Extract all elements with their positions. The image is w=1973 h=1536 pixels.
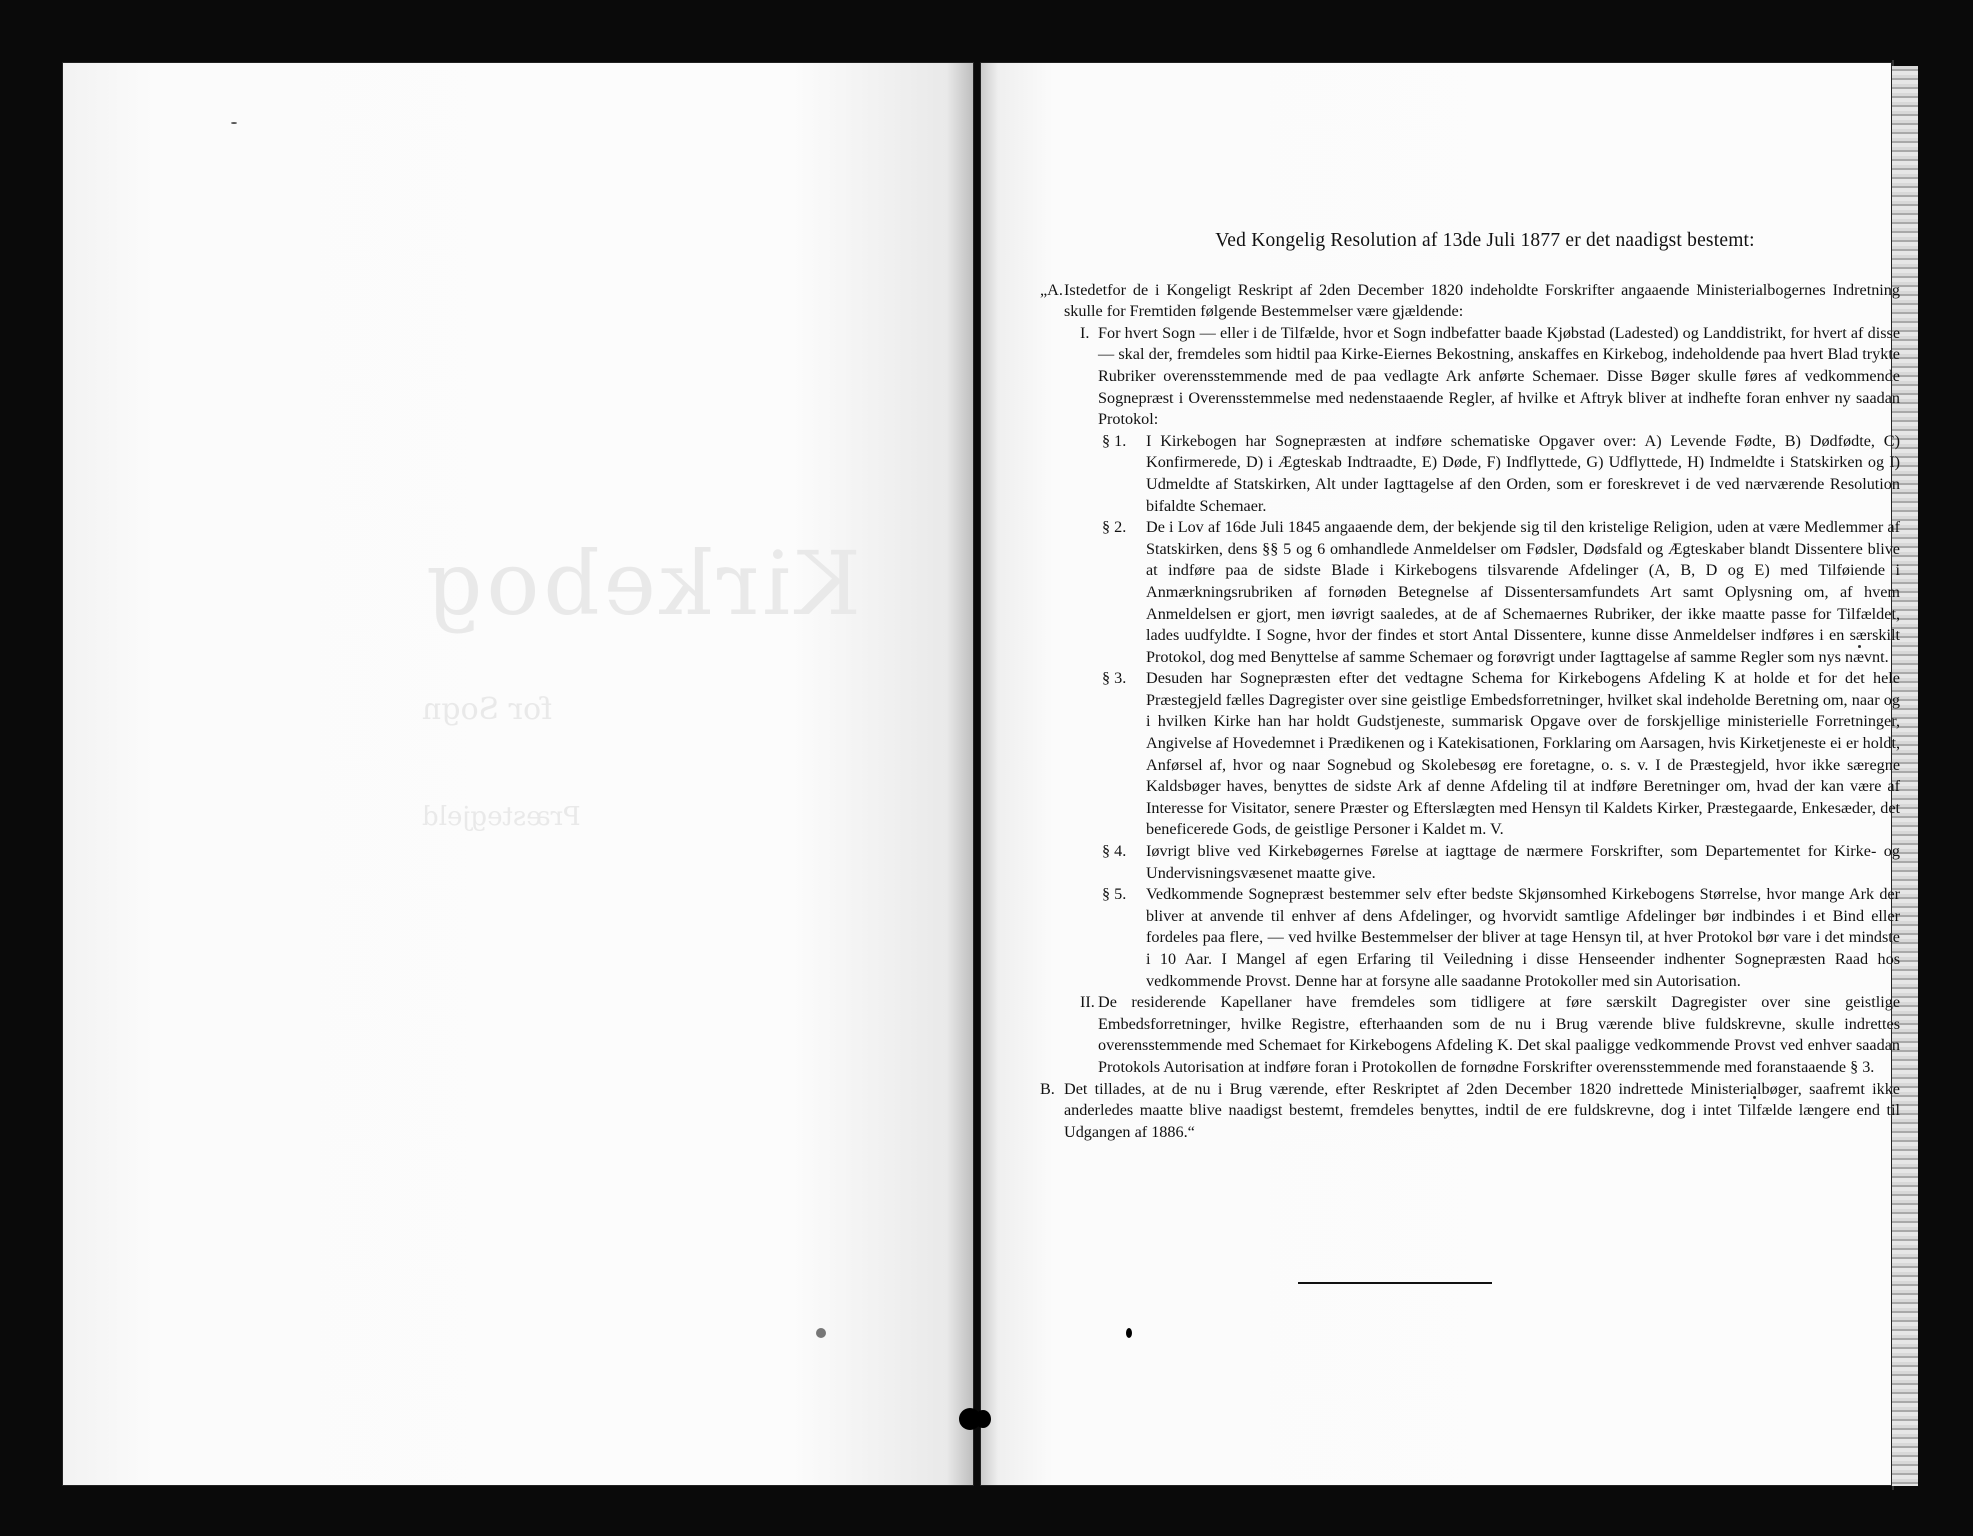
closing-rule [1298, 1282, 1492, 1284]
section-text: De residerende Kapellaner have fremdeles som tidligere at føre særskilt Dagregister over sine geistlige Embedsforretninger, hvilke Registre, efterhaanden som de nu i Brug værende blive fuldskrevne, skulle indrettes overensstemmende med Schemaet for Kirkebogens Afdeling K. Det skal paaligge vedkommende Provst ved enhver saadan Protokols Autorisation at indføre foran i Protokollen de fornødne Forskrifter overensstemmende med foranstaaende § 3. [1098, 993, 1900, 1076]
paragraph-3 [1040, 668, 1900, 841]
left-page-blank [62, 62, 974, 1486]
paragraph-text: Iøvrigt blive ved Kirkebøgernes Førelse at iagttage de nærmere Forskrifter, som Departementet for Kirke- og Undervisningsvæsenet maatte give. [1146, 842, 1900, 882]
paragraph-text: Vedkommende Sognepræst bestemmer selv efter bedste Skjønsomhed Kirkebogens Størrelse, hvor mange Ark der bliver at anvende til enhver af dens Afdelinger, og hvorvidt samtlige Afdelinger bør indbindes i et Bind eller fordeles paa flere, — ved hvilke Bestemmelser der bliver at tage Hensyn til, at hver Protokol bør vare i det mindste i 10 Aar. I Mangel af egen Erfaring til Veiledning i disse Henseender indhenter Sognepræsten Raad hos vedkommende Provst. Denne har at forsyne alle saadanne Protokoller med sin Autorisation. [1146, 885, 1900, 990]
ink-speck [816, 1328, 826, 1338]
paragraph-text: Desuden har Sognepræsten efter det vedtagne Schema for Kirkebogens Afdeling K at holde et for det hele Præstegjeld fælles Dagregister over sine geistlige Embedsforretninger, hvilket skal indeholde Beretning om, naar og i hvilken Kirke han har holdt Gudstjeneste, summarisk Opgave over de forskjellige ministerielle Forretninger, Angivelse af Hovedemnet i Prædikenen og i Katekisationen, Forklaring om Aarsagen, hvis Kirketjeneste ei er holdt, Anførsel af, hvor og naar Sognebud og Skolebesøg ere foretagne, o. s. v. I de Præstegjeld, hvor ikke særegne Kaldsbøger haves, benyttes de sidste Ark af denne Afdeling til at indføre Beretninger om, hvad der kan være af Interesse for Visitator, senere Præster og Efterslægten med Hensyn til Kaldets Kirker, Præstegaarde, Enkesæder, det beneficerede Gods, de geistlige Personer i Kaldet m. V. [1146, 669, 1900, 839]
paragraph-marker: § 2. [1102, 518, 1127, 537]
paragraph-marker: § 5. [1102, 885, 1127, 904]
section-marker: II. [1080, 993, 1095, 1012]
resolution-heading: Ved Kongelig Resolution af 13de Juli 1877 er det naadigst bestemt: [1215, 230, 1755, 251]
paragraph-marker: § 1. [1102, 431, 1127, 450]
ink-speck [975, 1410, 991, 1428]
paragraph-4 [1040, 841, 1900, 884]
section-marker: „A. [1040, 280, 1063, 299]
paragraph-marker: § 4. [1102, 842, 1127, 861]
section-marker: I. [1080, 323, 1090, 342]
paragraph-marker: § 3. [1102, 669, 1127, 688]
section-i [1040, 323, 1900, 431]
ink-speck [1126, 1328, 1132, 1338]
section-marker: B. [1040, 1079, 1055, 1098]
section-text: Istedetfor de i Kongeligt Reskript af 2den December 1820 indeholdte Forskrifter angaaende Ministerialbogernes Indretning skulle for Fremtiden følgende Bestemmelser være gjældende: [1064, 280, 1900, 321]
section-ii [1040, 992, 1900, 1078]
bleed-through-title: Kirkebog [422, 532, 861, 635]
bleed-through-line: for Sogn [422, 692, 553, 727]
resolution-text [1040, 230, 1900, 1143]
paragraph-1 [1040, 431, 1900, 517]
section-a [1040, 280, 1900, 323]
bleed-through-line: Præstegjeld [422, 802, 581, 832]
section-text: Det tillades, at de nu i Brug værende, efter Reskriptet af 2den December 1820 indrettede Ministerialbøger, saafremt ikke anderledes maatte blive naadigst bestemt, fremdeles benyttes, indtil de ere fuldskrevne, dog i intet Tilfælde længere end til Udgangen af 1886.“ [1064, 1079, 1900, 1141]
paragraph-5 [1040, 884, 1900, 992]
paragraph-text: De i Lov af 16de Juli 1845 angaaende dem, der bekjende sig til den kristelige Religion, uden at være Medlemmer af Statskirken, dens §§ 5 og 6 omhandlede Anmeldelser om Fødsler, Dødsfald og Ægteskaber blandt Dissentere blive at indføre paa de sidste Blade i Kirkebogens tilsvarende Afdelinger (A, B, D og E) med Tilføiende i Anmærkningsrubriken af fornøden Betegnelse af Dissentersamfundets Art samt Oplysning om, af hvem Anmeldelsen er gjort, men iøvrigt saaledes, at de af Schemaernes Rubriker, der ikke maatte passe for Tilfældet, lades uudfyldte. I Sogne, hvor der findes et stort Antal Dissentere, kunne disse Anmeldelser indføres i en særskilt Protokol, dog med Benyttelse af samme Schemaer og forøvrigt under Iagttagelse af samme Regler som nys nævnt. [1146, 518, 1900, 666]
paragraph-2 [1040, 517, 1900, 668]
paragraph-text: I Kirkebogen har Sognepræsten at indføre schematiske Opgaver over: A) Levende Fødte, B) Dødfødte, C) Konfirmerede, D) i Ægteskab Indtraadte, E) Døde, F) Indflyttede, G) Udflyttede, H) Indmeldte i Statskirken og I) Udmeldte af Statskirken, Alt under Iagttagelse af den Orden, som er foreskrevet i de ved nærværende Resolution bifaldte Schemaer. [1146, 431, 1900, 515]
section-b [1040, 1079, 1900, 1144]
ink-speck [231, 122, 237, 124]
section-text: For hvert Sogn — eller i de Tilfælde, hvor et Sogn indbefatter baade Kjøbstad (Ladested) og Landdistrikt, for hvert af disse — skal der, fremdeles som hidtil paa Kirke-Eiernes Bekostning, anskaffes en Kirkebog, indeholdende paa hvert Blad trykte Rubriker overensstemmende med de paa vedlagte Ark anførte Schemaer. Disse Bøger skulle føres af vedkommende Sognepræst i Overensstemmelse med nedenstaaende Regler, af hvilke et Aftryk bliver at indhefte foran enhver ny saadan Protokol: [1098, 323, 1900, 429]
